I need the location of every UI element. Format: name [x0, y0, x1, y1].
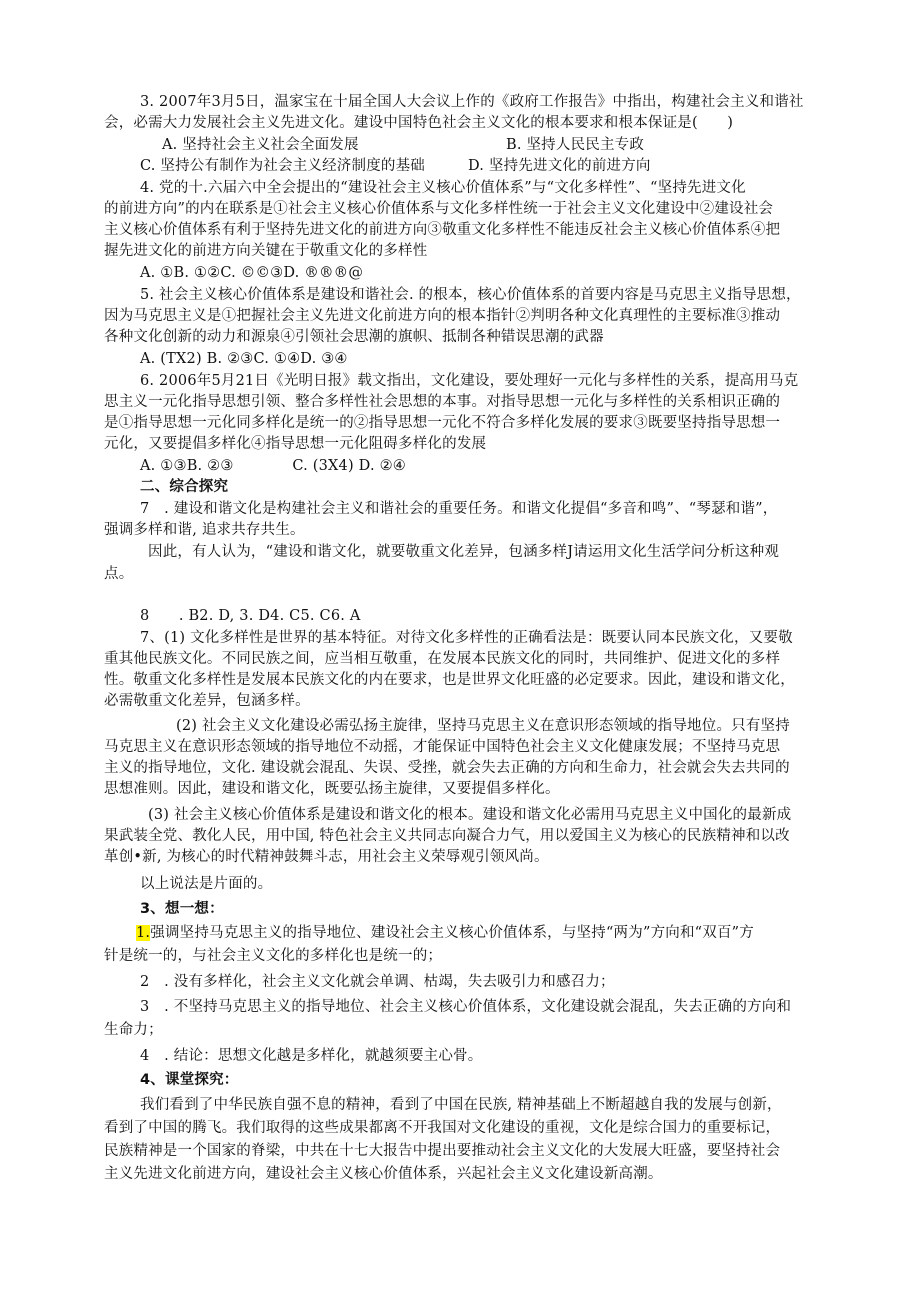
think-item-4: 4 . 结论：思想文化越是多样化，就越须要主心骨。	[140, 1048, 483, 1064]
explore-line-1: 我们看到了中华民族自强不息的精神，看到了中国在民族, 精神基础上不断超越自我的发展与创新，	[140, 1097, 782, 1113]
answer-conclusion: 以上说法是片面的。	[140, 876, 273, 892]
q3-option-b: B. 坚持人民民主专政	[506, 137, 645, 153]
q4-line-4: 握先进文化的前进方向关键在于敬重文化的多样性	[104, 243, 428, 259]
q6-line-4: 元化，又要提倡多样化④指导思想一元化阻碍多样化的发展	[104, 436, 487, 452]
q5-options: A. (TX2) B. ②③C. ①④D. ③④	[140, 351, 348, 367]
answer-2-line-4: 思想准则。因此，建设和谐文化，既要弘扬主旋律，又要提倡多样化。	[104, 781, 560, 797]
answer-2-line-1: (2) 社会主义文化建设必需弘扬主旋律，坚持马克思主义在意识形态领域的指导地位。只有坚持	[176, 718, 790, 734]
q4-line-3: 主义核心价值体系有利于坚持先进文化的前进方向③敬重文化多样性不能违反社会主义核心价值体系④把	[104, 222, 781, 238]
q5-line-2: 因为马克思主义是①把握社会主义先进文化前进方向的根本指针②判明各种文化真理性的主要标准③推动	[104, 308, 781, 324]
section-title-explore: 4、课堂探究：	[140, 1072, 239, 1088]
think-item-3-line-2: 生命力；	[104, 1022, 163, 1038]
think-item-1-line-1	[136, 923, 754, 943]
q3-line-2: 会，必需大力发展社会主义先进文化。建设中国特色社会主义文化的根本要求和根本保证是( )	[104, 115, 734, 131]
think-item-3-line-1: 3 . 不坚持马克思主义的指导地位、社会主义核心价值体系，文化建设就会混乱，失去正确的方向和	[140, 999, 792, 1015]
explore-line-4: 主义先进文化前进方向，建设社会主义核心价值体系，兴起社会主义文化建设新高潮。	[104, 1166, 663, 1182]
think-item-2: 2 . 没有多样化，社会主义文化就会单调、枯竭，失去吸引力和感召力；	[140, 974, 615, 990]
highlighted-number: 1.	[136, 925, 151, 941]
q6-options: A. ①③B. ②③ C. (3X4) D. ②④	[140, 458, 406, 474]
explore-line-2: 看到了中国的腾飞。我们取得的这些成果都离不开我国对文化建设的重视，文化是综合国力的重要标记，	[104, 1120, 781, 1136]
section-title-comprehensive: 二、综合探究	[140, 479, 229, 495]
q5-line-3: 各种文化创新的动力和源泉④引领社会思潮的旗帜、抵制各种错误思潮的武器	[104, 329, 604, 345]
answer-2-line-2: 马克思主义在意识形态领域的指导地位不动摇，才能保证中国特色社会主义文化健康发展；不坚持马克思	[104, 739, 781, 755]
answer-3-line-1: (3) 社会主义核心价值体系是建设和谐文化的根本。建设和谐文化必需用马克思主义中国化的最新成	[148, 807, 792, 823]
think-item-1-text: 强调坚持马克思主义的指导地位、建设社会主义核心价值体系，与坚持“两为”方向和“双百”方	[150, 925, 754, 941]
section-title-think: 3、想一想：	[140, 901, 224, 917]
answer-1-line-3: 性。敬重文化多样性是发展本民族文化的内在要求，也是世界文化旺盛的必定要求。因此，建设和谐文化，	[104, 672, 795, 688]
think-item-1-line-2: 针是统一的，与社会主义文化的多样化也是统一的；	[104, 948, 443, 964]
q3-line-1: 3. 2007年3月5日，温家宝在十届全国人大会议上作的《政府工作报告》中指出，构建社会主义和谐社	[140, 94, 804, 110]
answer-key: 8 . B2. D, 3. D4. C5. C6. A	[140, 608, 361, 624]
q3-option-a: A. 坚持社会主义社会全面发展	[162, 137, 359, 153]
q4-options: A. ①B. ①②C. ©©③D. ®®®@	[140, 265, 364, 281]
q7-line-2: 强调多样和谐, 追求共存共生。	[104, 522, 305, 538]
q7-line-4: 点。	[104, 566, 134, 582]
answer-1-line-2: 重其他民族文化。不同民族之间，应当相互敬重，在发展本民族文化的同时，共同维护、促进文化的多样	[104, 651, 781, 667]
q3-option-c: C. 坚持公有制作为社会主义经济制度的基础	[140, 158, 425, 174]
q3-option-d: D. 坚持先进文化的前进方向	[468, 158, 651, 174]
answer-1-line-4: 必需敬重文化差异，包涵多样。	[104, 693, 310, 709]
answer-2-line-3: 主义的指导地位，文化. 建设就会混乱、失误、受挫，就会失去正确的方向和生命力，社会就会失去共同的	[104, 760, 790, 776]
explore-line-3: 民族精神是一个国家的脊梁，中共在十七大报告中提出要推动社会主义文化的大发展大旺盛，要坚持社会	[104, 1143, 781, 1159]
q4-line-2: 的前进方向”的内在联系是①社会主义核心价值体系与文化多样性统一于社会主义文化建设中②建设社会	[104, 201, 774, 217]
q4-line-1: 4. 党的十.六届六中全会提出的“建设社会主义核心价值体系”与“文化多样性”、“坚持先进文化	[140, 180, 746, 196]
q7-line-1: 7 . 建设和谐文化是构建社会主义和谐社会的重要任务。和谐文化提倡“多音和鸣”、“琴瑟和谐”，	[140, 501, 778, 517]
answer-3-line-3: 革创•新, 为核心的时代精神鼓舞斗志，用社会主义荣辱观引领风尚。	[104, 849, 549, 865]
q5-line-1: 5. 社会主义核心价值体系是建设和谐社会. 的根本，核心价值体系的首要内容是马克思主义指导思想，	[140, 287, 801, 303]
q6-line-2: 思主义一元化指导思想引领、整合多样性社会思想的本事。对指导思想一元化与多样性的关系相识正确的	[104, 394, 781, 410]
q7-line-3: 因此，有人认为，“建设和谐文化，就要敬重文化差异，包涵多样J请运用文化生活学问分析这种观	[148, 544, 780, 560]
answer-3-line-2: 果武装全党、教化人民，用中国, 特色社会主义共同志向凝合力气，用以爱国主义为核心的民族精神和以改	[104, 828, 790, 844]
q6-line-3: 是①指导思想一元化同多样化是统一的②指导思想一元化不符合多样化发展的要求③既要坚持指导思想一	[104, 415, 781, 431]
q6-line-1: 6. 2006年5月21日《光明日报》载文指出，文化建设，要处理好一元化与多样性的关系，提高用马克	[140, 373, 799, 389]
answer-1-line-1: 7、(1) 文化多样性是世界的基本特征。对待文化多样性的正确看法是：既要认同本民族文化，又要敬	[140, 630, 793, 646]
